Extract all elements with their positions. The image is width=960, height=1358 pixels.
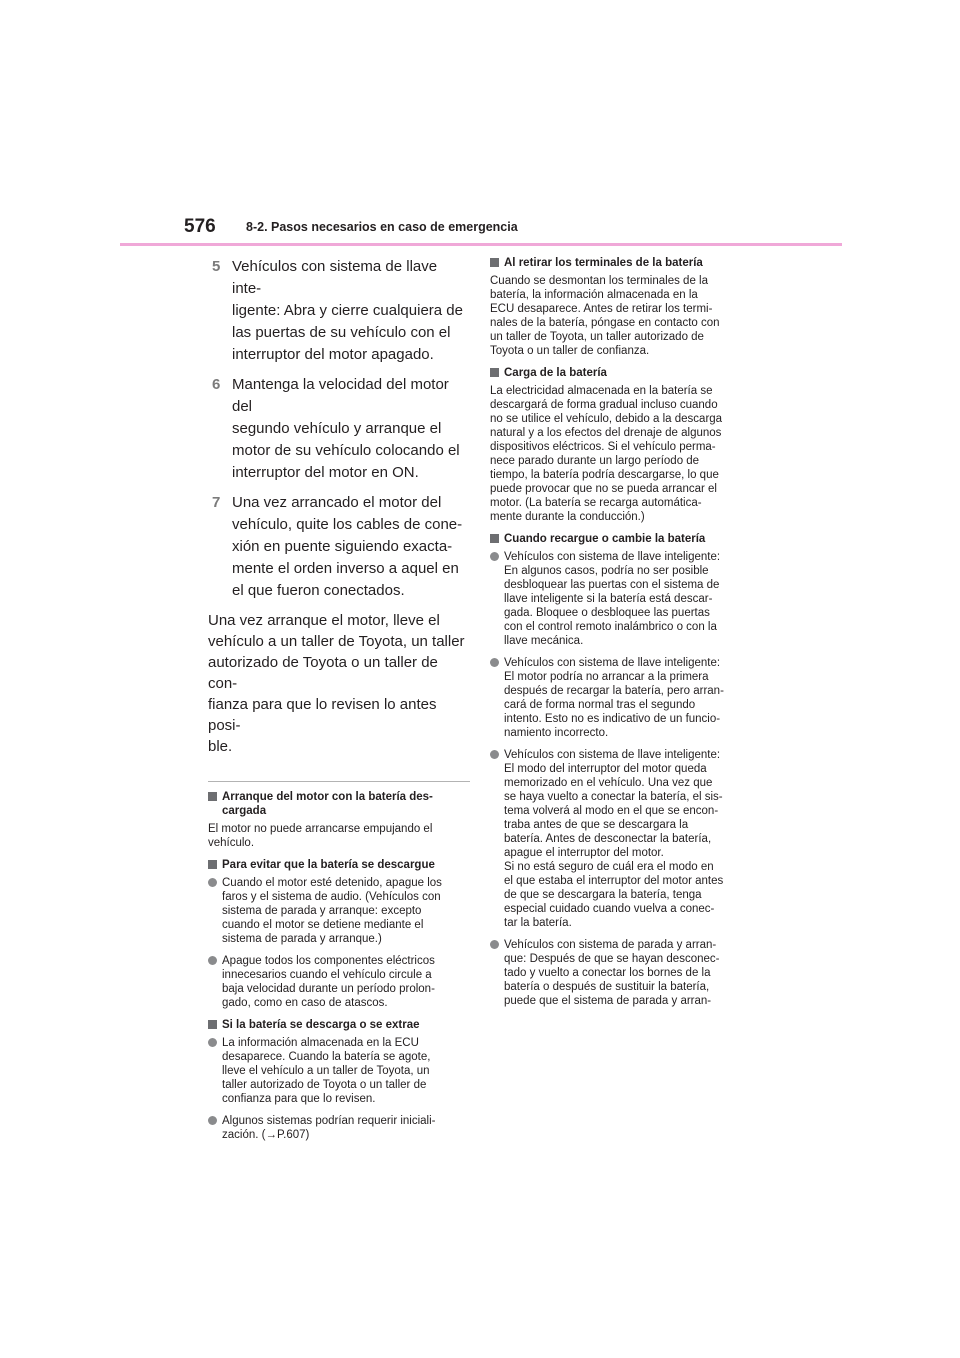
step-line: ligente: Abra y cierre cualquiera de (232, 302, 463, 319)
step-line: mente el orden inverso a aquel en (232, 560, 459, 577)
section-title: 8-2. Pasos necesarios en caso de emergencia (246, 220, 518, 234)
bullet-line: traba antes de que se descargara la (504, 819, 689, 831)
bullet-line: namiento incorrecto. (504, 727, 609, 739)
bullet-line: batería. Antes de desconectar la batería, (504, 833, 712, 845)
bullet-line: Algunos sistemas podrían requerir iniciali- (222, 1115, 436, 1127)
step-text (232, 492, 470, 602)
note-heading (208, 1018, 470, 1032)
bullet-line: el que estaba el interruptor del motor antes (504, 875, 724, 887)
heading-line: cargada (222, 805, 267, 817)
bullet-line: llave inteligente si la batería está descar- (504, 593, 713, 605)
bullet-line: tado y vuelto a conectar los bornes de la (504, 967, 711, 979)
step-line: interruptor del motor en ON. (232, 464, 419, 481)
bullet-line: desaparece. Cuando la batería se agote, (222, 1051, 431, 1063)
note-body (208, 822, 470, 850)
bullet-line: tema volverá al modo en el que se encon- (504, 805, 719, 817)
bullet-item (208, 1114, 470, 1142)
body-line: ECU desaparece. Antes de retirar los termi- (490, 303, 713, 315)
square-bullet-icon (208, 1020, 217, 1029)
bullet-item (490, 550, 760, 648)
bullet-line: cuando el motor se detiene mediante el (222, 919, 424, 931)
body-line: nales de la batería, póngase en contacto con (490, 317, 720, 329)
note-heading (490, 256, 760, 270)
note-heading (490, 366, 760, 380)
bullet-line: baja velocidad durante un período prolon- (222, 983, 435, 995)
step-6 (208, 374, 470, 484)
heading-line: Si la batería se descarga o se extrae (222, 1019, 420, 1031)
round-bullet-icon (208, 878, 217, 887)
bullet-line: Si no está seguro de cuál era el modo en (504, 861, 714, 873)
body-line: nece parado durante un largo período de (490, 455, 700, 467)
bullet-line: Vehículos con sistema de parada y arran- (504, 939, 717, 951)
bullet-line: se haya vuelto a conectar la batería, el sis- (504, 791, 723, 803)
paragraph-line: autorizado de Toyota o un taller de con- (208, 654, 438, 692)
body-line: un taller de Toyota, un taller autorizado de (490, 331, 704, 343)
bullet-line: desbloquear las puertas con el sistema de (504, 579, 720, 591)
bullet-line: intento. Esto no es indicativo de un funcio- (504, 713, 721, 725)
bullet-line: taller autorizado de Toyota o un taller de (222, 1079, 427, 1091)
bullet-line: memorizado en el vehículo. Una vez que (504, 777, 713, 789)
round-bullet-icon (208, 956, 217, 965)
step-line: Vehículos con sistema de llave inte- (232, 258, 438, 297)
bullet-item (490, 748, 760, 930)
step-line: Mantenga la velocidad del motor del (232, 376, 449, 415)
body-line: La electricidad almacenada en la batería se (490, 385, 713, 397)
step-7 (208, 492, 470, 602)
bullet-item (490, 938, 760, 1008)
step-line: segundo vehículo y arranque el (232, 420, 442, 437)
step-line: las puertas de su vehículo con el (232, 324, 451, 341)
step-number: 6 (212, 376, 221, 393)
bullet-line: de que se descargara la batería, tenga (504, 889, 702, 901)
step-line: interruptor del motor apagado. (232, 346, 434, 363)
bullet-line: innecesarios cuando el vehículo circule a (222, 969, 432, 981)
bullet-line: puede que el sistema de parada y arran- (504, 995, 712, 1007)
note-body (490, 274, 760, 358)
heading-line: Para evitar que la batería se descargue (222, 859, 435, 871)
bullet-line: Vehículos con sistema de llave inteligente: (504, 657, 721, 669)
round-bullet-icon (490, 658, 499, 667)
bullet-line: batería o después de sustituir la batería, (504, 981, 710, 993)
bullet-line: lleve el vehículo a un taller de Toyota, un (222, 1065, 430, 1077)
bullet-line: confianza para que lo revisen. (222, 1093, 376, 1105)
bullet-line: El motor podría no arrancar a la primera (504, 671, 709, 683)
bullet-line: gada. Bloquee o desbloquee las puertas (504, 607, 710, 619)
step-line: vehículo, quite los cables de cone- (232, 516, 463, 533)
square-bullet-icon (490, 534, 499, 543)
round-bullet-icon (490, 552, 499, 561)
bullet-item (208, 876, 470, 946)
step-5 (208, 256, 470, 366)
body-line: descargará de forma gradual incluso cuando (490, 399, 718, 411)
bullet-item (490, 656, 760, 740)
body-line: puede provocar que no se pueda arrancar el (490, 483, 717, 495)
step-text (232, 256, 470, 366)
bullet-line: que: Después de que se hayan desconec- (504, 953, 720, 965)
bullet-line: Vehículos con sistema de llave inteligente: (504, 551, 721, 563)
body-line: mente durante la conducción.) (490, 511, 645, 523)
step-line: xión en puente siguiendo exacta- (232, 538, 453, 555)
square-bullet-icon (490, 368, 499, 377)
bullet-line: después de recargar la batería, pero arran- (504, 685, 724, 697)
page-reference-link[interactable]: zación. (→P.607) (222, 1129, 310, 1141)
body-line: Cuando se desmontan los terminales de la (490, 275, 708, 287)
body-line: batería, la información almacenada en la (490, 289, 698, 301)
heading-line: Cuando recargue o cambie la batería (504, 533, 706, 545)
body-line: tiempo, la batería podría descargarse, lo que (490, 469, 719, 481)
step-line: el que fueron conectados. (232, 582, 405, 599)
step-text (232, 374, 470, 484)
paragraph-line: Una vez arranque el motor, lleve el (208, 612, 440, 629)
right-column (490, 256, 760, 1016)
paragraph-line: ble. (208, 738, 233, 755)
bullet-line: El modo del interruptor del motor queda (504, 763, 707, 775)
body-line: no se utilice el vehículo, debido a la descarga (490, 413, 723, 425)
square-bullet-icon (208, 860, 217, 869)
bullet-item (208, 1036, 470, 1106)
note-heading (208, 790, 470, 818)
bullet-line: sistema de parada y arranque: excepto (222, 905, 422, 917)
body-line: natural y a los efectos del drenaje de algunos (490, 427, 722, 439)
bullet-line: especial cuidado cuando vuelva a conec- (504, 903, 715, 915)
heading-line: Al retirar los terminales de la batería (504, 257, 703, 269)
bullet-line: con el control remoto inalámbrico o con la (504, 621, 717, 633)
left-column (208, 256, 470, 1150)
square-bullet-icon (490, 258, 499, 267)
step-line: motor de su vehículo colocando el (232, 442, 460, 459)
bullet-line: cará de forma normal tras el segundo (504, 699, 696, 711)
bullet-line: Cuando el motor esté detenido, apague los (222, 877, 442, 889)
step-number: 7 (212, 494, 221, 511)
heading-line: Arranque del motor con la batería des- (222, 791, 433, 803)
paragraph-line: fianza para que lo revisen lo antes posi- (208, 696, 437, 734)
round-bullet-icon (208, 1038, 217, 1047)
step-line: Una vez arrancado el motor del (232, 494, 442, 511)
body-line: vehículo. (208, 837, 255, 849)
bullet-line: En algunos casos, podría no ser posible (504, 565, 709, 577)
body-line: dispositivos eléctricos. Si el vehículo perma- (490, 441, 716, 453)
body-line: motor. (La batería se recarga automática- (490, 497, 702, 509)
body-line: El motor no puede arrancarse empujando el (208, 823, 433, 835)
round-bullet-icon (490, 940, 499, 949)
note-body (490, 384, 760, 524)
page-number: 576 (184, 216, 216, 237)
closing-paragraph (208, 610, 470, 757)
body-line: Toyota o un taller de confianza. (490, 345, 650, 357)
heading-line: Carga de la batería (504, 367, 607, 379)
header-rule (120, 243, 842, 246)
section-divider (208, 781, 470, 782)
bullet-line: gado, como en caso de atascos. (222, 997, 388, 1009)
bullet-line: Vehículos con sistema de llave inteligente: (504, 749, 721, 761)
paragraph-line: vehículo a un taller de Toyota, un taller (208, 633, 465, 650)
bullet-line: sistema de parada y arranque.) (222, 933, 382, 945)
bullet-line: tar la batería. (504, 917, 572, 929)
bullet-line: Apague todos los componentes eléctricos (222, 955, 435, 967)
bullet-item (208, 954, 470, 1010)
note-heading (208, 858, 470, 872)
bullet-line: llave mecánica. (504, 635, 584, 647)
bullet-line: La información almacenada en la ECU (222, 1037, 419, 1049)
note-heading (490, 532, 760, 546)
bullet-line: apague el interruptor del motor. (504, 847, 664, 859)
bullet-line: faros y el sistema de audio. (Vehículos con (222, 891, 441, 903)
round-bullet-icon (208, 1116, 217, 1125)
step-number: 5 (212, 258, 221, 275)
square-bullet-icon (208, 792, 217, 801)
round-bullet-icon (490, 750, 499, 759)
